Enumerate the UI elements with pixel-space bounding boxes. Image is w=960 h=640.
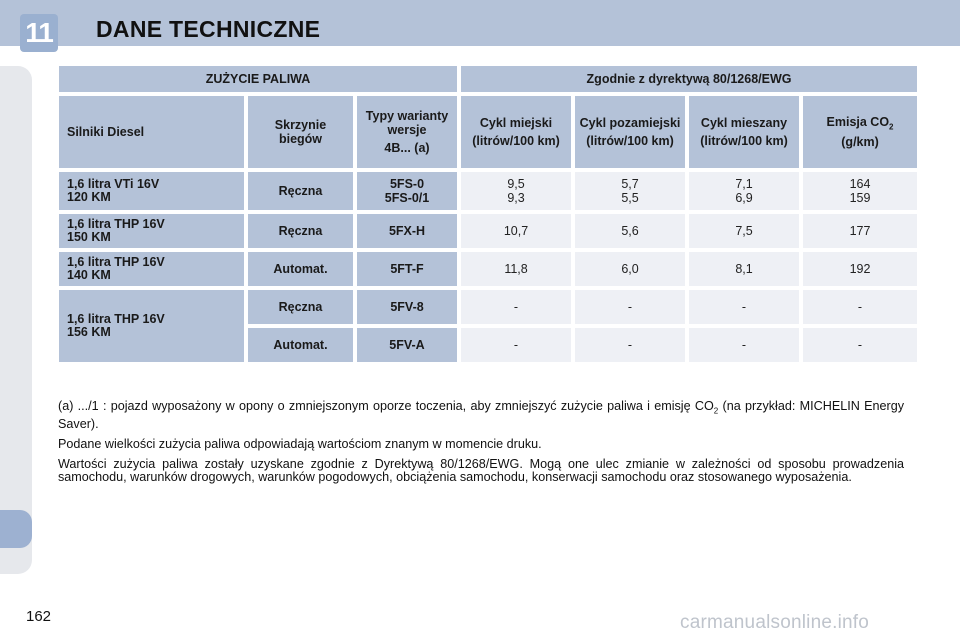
mixed-cell: -	[689, 290, 799, 324]
variant-cell	[357, 172, 457, 210]
co2-value: 164	[849, 177, 871, 191]
col-header-extra-unit: (litrów/100 km)	[586, 134, 674, 148]
gearbox-cell: Ręczna	[248, 214, 353, 248]
co2-value: 159	[849, 191, 871, 205]
extra-value: 5,7	[621, 177, 639, 191]
engine-name: 1,6 litra THP 16V	[67, 217, 165, 231]
gearbox-cell: Automat.	[248, 328, 353, 362]
extra-urban-cell: 5,6	[575, 214, 685, 248]
gearbox-cell: Ręczna	[248, 290, 353, 324]
section-header-fuel: ZUŻYCIE PALIWA	[59, 66, 457, 92]
extra-urban-cell: -	[575, 328, 685, 362]
col-header-co2-sub: 2	[889, 122, 894, 132]
urban-cell	[461, 172, 571, 210]
engine-cell	[59, 290, 244, 362]
col-header-gearbox-label: Skrzynie biegów	[274, 118, 327, 146]
col-header-extra-urban	[575, 96, 685, 168]
urban-value: 9,5	[507, 177, 525, 191]
co2-cell: -	[803, 290, 917, 324]
co2-cell	[803, 172, 917, 210]
footnote-tyres-text: (a) .../1 : pojazd wyposażony w opony o zmniejszonym oporze toczenia, aby zmniejszyć zużycie paliwa i emisję CO	[58, 399, 714, 413]
extra-urban-cell: -	[575, 290, 685, 324]
variant-cell: 5FV-A	[357, 328, 457, 362]
footnote-tyres-example: (na przykład: MICHELIN Energy Saver).	[58, 399, 904, 431]
co2-cell: 177	[803, 214, 917, 248]
table-row	[59, 214, 917, 248]
engine-cell	[59, 214, 244, 248]
engine-cell	[59, 172, 244, 210]
engine-name: 1,6 litra THP 16V	[67, 312, 165, 326]
col-header-co2-unit: (g/km)	[841, 135, 879, 150]
variant-cell: 5FV-8	[357, 290, 457, 324]
col-header-engine: Silniki Diesel	[59, 96, 244, 168]
urban-cell: 10,7	[461, 214, 571, 248]
footnotes	[58, 400, 904, 491]
footnote-tyres	[58, 400, 904, 431]
footnote-co2-sub: 2	[713, 406, 719, 416]
col-header-mixed-unit: (litrów/100 km)	[700, 134, 788, 148]
col-header-variants-label: Typy warianty wersje	[365, 109, 449, 137]
urban-value: 9,3	[507, 191, 525, 205]
mixed-cell: 7,5	[689, 214, 799, 248]
col-header-variants	[357, 96, 457, 168]
col-header-extra-label: Cykl pozamiejski	[579, 116, 681, 130]
extra-urban-cell	[575, 172, 685, 210]
co2-cell: 192	[803, 252, 917, 286]
engine-cell	[59, 252, 244, 286]
mixed-cell	[689, 172, 799, 210]
chapter-badge: 11	[20, 14, 58, 52]
page-number: 162	[26, 608, 52, 625]
variant-code: 5FS-0/1	[384, 191, 430, 205]
engine-name: 1,6 litra THP 16V	[67, 255, 165, 269]
engine-power: 156 KM	[67, 325, 111, 339]
engine-power: 140 KM	[67, 268, 111, 282]
extra-urban-cell: 6,0	[575, 252, 685, 286]
footnote-values: Podane wielkości zużycia paliwa odpowiadają wartościom znanym w momencie druku.	[58, 436, 542, 451]
col-header-urban-label: Cykl miejski	[479, 116, 553, 130]
watermark: carmanualsonline.info	[680, 612, 870, 633]
variant-cell: 5FT-F	[357, 252, 457, 286]
footnote-directive: Wartości zużycia paliwa zostały uzyskane zgodnie z Dyrektywą 80/1268/EWG. Mogą one ulec zmianie w zależności od sposobu prowadzenia samochodu, warunków drogowych, warunków pogodowych, obciążenia samochodu, konserwacji samochodu oraz stosowanego wyposażenia.	[58, 456, 904, 484]
col-header-urban	[461, 96, 571, 168]
engine-power: 120 KM	[67, 190, 111, 204]
urban-cell: 11,8	[461, 252, 571, 286]
table-row	[59, 252, 917, 286]
co2-cell: -	[803, 328, 917, 362]
col-header-urban-unit: (litrów/100 km)	[472, 134, 560, 148]
col-header-co2-label: Emisja CO	[826, 114, 890, 129]
mixed-value: 7,1	[735, 177, 753, 191]
side-tab-marker	[0, 510, 32, 548]
section-header-directive: Zgodnie z dyrektywą 80/1268/EWG	[461, 66, 917, 92]
side-strip	[0, 66, 32, 574]
col-header-variants-sub: 4B... (a)	[384, 141, 430, 155]
extra-value: 5,5	[621, 191, 639, 205]
fuel-consumption-table	[55, 62, 921, 366]
mixed-cell: 8,1	[689, 252, 799, 286]
col-header-co2	[803, 96, 917, 168]
col-header-gearbox	[248, 96, 353, 168]
gearbox-cell: Ręczna	[248, 172, 353, 210]
col-header-mixed-label: Cykl mieszany	[700, 116, 788, 130]
page-title: DANE TECHNICZNE	[96, 16, 321, 42]
mixed-value: 6,9	[735, 191, 753, 205]
mixed-cell: -	[689, 328, 799, 362]
variant-code: 5FS-0	[389, 177, 425, 191]
gearbox-cell: Automat.	[248, 252, 353, 286]
table-row	[59, 290, 917, 324]
urban-cell: -	[461, 290, 571, 324]
urban-cell: -	[461, 328, 571, 362]
col-header-mixed	[689, 96, 799, 168]
engine-power: 150 KM	[67, 230, 111, 244]
variant-cell: 5FX-H	[357, 214, 457, 248]
table-row	[59, 172, 917, 210]
engine-name: 1,6 litra VTi 16V	[67, 177, 160, 191]
